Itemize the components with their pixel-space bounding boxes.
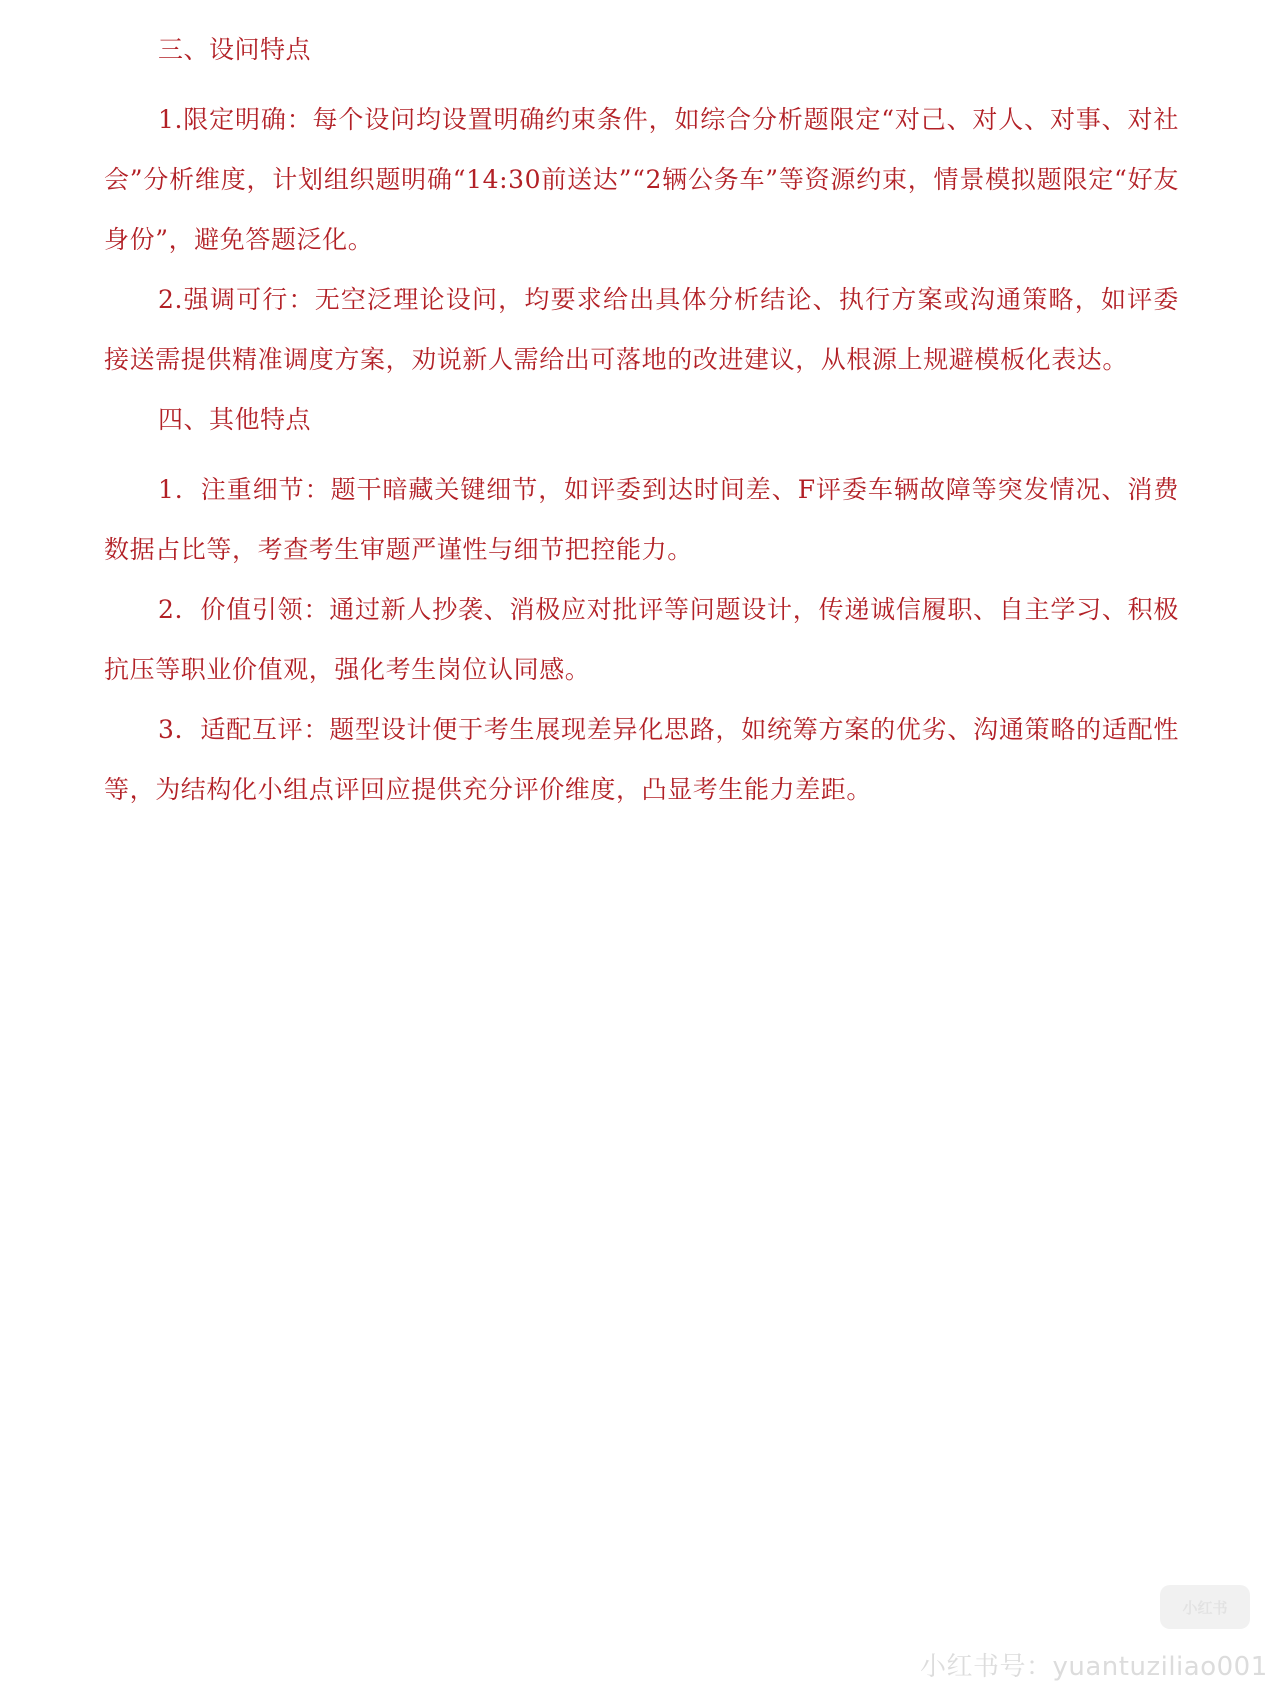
section-4-item-2: 2．价值引领：通过新人抄袭、消极应对批评等问题设计，传递诚信履职、自主学习、积极抗压等职业价值观，强化考生岗位认同感。 — [104, 595, 1179, 684]
section-3-item-1: 1.限定明确：每个设问均设置明确约束条件，如综合分析题限定“对己、对人、对事、对社会”分析维度，计划组织题明确“14:30前送达”“2辆公务车”等资源约束，情景模拟题限定“好友身份”，避免答题泛化。 — [104, 105, 1179, 254]
section-4-heading: 四、其他特点 — [158, 405, 312, 434]
section-4-item-1: 1．注重细节：题干暗藏关键细节，如评委到达时间差、F评委车辆故障等突发情况、消费数据占比等，考查考生审题严谨性与细节把控能力。 — [104, 475, 1179, 564]
document-page — [104, 30, 1179, 820]
watermark-logo: 小红书 — [1160, 1585, 1250, 1629]
watermark-account: 小红书号：yuantuziliao001 — [920, 1652, 1268, 1682]
section-3-item-2: 2.强调可行：无空泛理论设问，均要求给出具体分析结论、执行方案或沟通策略，如评委接送需提供精准调度方案，劝说新人需给出可落地的改进建议，从根源上规避模板化表达。 — [104, 285, 1179, 374]
section-4-item-3: 3．适配互评：题型设计便于考生展现差异化思路，如统筹方案的优劣、沟通策略的适配性等，为结构化小组点评回应提供充分评价维度，凸显考生能力差距。 — [104, 715, 1179, 804]
section-3-heading: 三、设问特点 — [158, 35, 312, 64]
